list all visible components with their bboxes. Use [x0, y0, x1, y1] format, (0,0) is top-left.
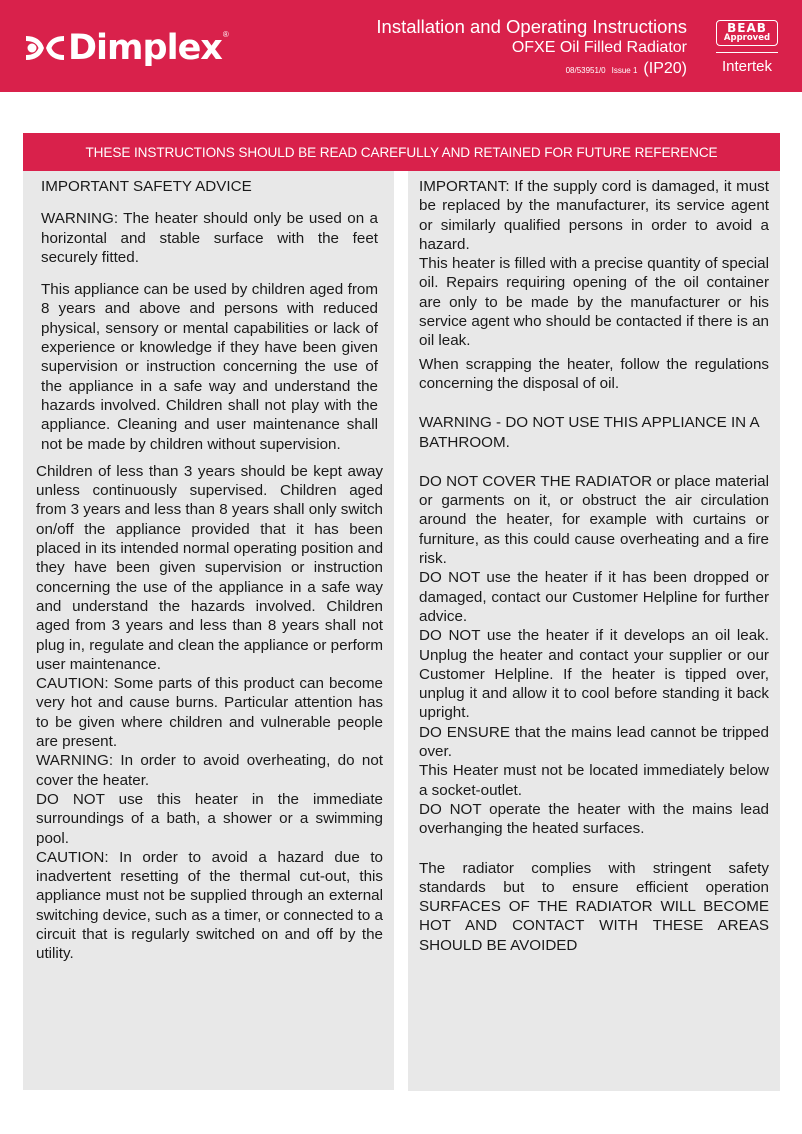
retain-instructions-banner: THESE INSTRUCTIONS SHOULD BE READ CAREFULLY AND RETAINED FOR FUTURE REFERENCE [23, 133, 780, 171]
issue-number: Issue 1 [611, 66, 638, 75]
mains-lead-trip-notice: DO ENSURE that the mains lead cannot be tripped over. [419, 723, 769, 761]
warning-do-not-cover: WARNING: In order to avoid overheating, do not cover the heater. [36, 752, 383, 789]
brand-name: Dimplex [68, 27, 222, 68]
oil-disposal-notice: When scrapping the heater, follow the regulations concerning the disposal of oil. [419, 355, 769, 392]
document-title: Installation and Operating Instructions [376, 16, 687, 37]
oil-filled-notice: This heater is filled with a precise quantity of special oil. Repairs requiring opening of the oil container are only to be made by the manufacturer or his service agent who should be contacted if there is an oil leak. [419, 255, 769, 350]
doc-code: 08/53951/0 [565, 66, 606, 75]
approved-label: Approved [723, 33, 771, 43]
supply-cord-notice: IMPORTANT: If the supply cord is damaged, it must be replaced by the manufacturer, its service agent or similarly qualified persons in order to avoid a hazard. [419, 178, 769, 253]
beab-approved-badge [716, 20, 778, 46]
cert-divider [716, 52, 778, 53]
do-not-cover-warning: DO NOT COVER THE RADIATOR or place material or garments on it, or obstruct the air circulation around the heater, for example with curtains or furniture, as this could cause overheating and a fire risk. [419, 472, 769, 568]
bathroom-warning: WARNING - DO NOT USE THIS APPLIANCE IN A BATHROOM. [419, 414, 759, 451]
dimplex-logo [24, 26, 229, 70]
young-children-advice: Children of less than 3 years should be kept away unless continuously supervised. Children aged from 3 years and less than 8 years shall only switch on/off the appliance provided that it has been placed in its intended normal operating position and they have been given supervision or instruction concerning the use of the appliance in a safe way and understand the hazards involved. Children aged from 3 years and less than 8 years shall not plug in, regulate and clean the appliance or perform user maintenance. [36, 462, 384, 673]
caution-thermal-cutout: CAUTION: In order to avoid a hazard due to inadvertent resetting of the thermal cut-out, this appliance must not be supplied through an external switching device, such as a timer, or connected to a circuit that is regularly switched on and off by the utility. [36, 848, 383, 963]
page-header [0, 0, 802, 92]
left-column [23, 171, 394, 1090]
document-reference [376, 58, 687, 82]
beab-label: BEAB [727, 21, 767, 35]
certification-logos [716, 20, 778, 75]
intertek-logo: Intertek [721, 57, 773, 75]
bath-shower-warning: DO NOT use this heater in the immediate surroundings of a bath, a shower or a swimming pool. [36, 790, 383, 847]
hot-surfaces-notice: The radiator complies with stringent safety standards but to ensure efficient operation SURFACES OF THE RADIATOR WILL BECOME HOT AND CONTACT WITH THESE AREAS SHOULD BE AVOIDED [419, 859, 769, 954]
socket-outlet-notice: This Heater must not be located immediately below a socket-outlet. [419, 762, 769, 799]
right-column [408, 171, 780, 1091]
oil-leak-warning: DO NOT use the heater if it develops an oil leak. Unplug the heater and contact your supplier or our Customer Helpline. If the heater is tipped over, unplug it and allow it to cool before standing it back upright. [419, 627, 769, 722]
caution-hot-surfaces: CAUTION: Some parts of this product can become very hot and cause burns. Particular attention has to be given where children and vulnerable people are present. [36, 675, 383, 751]
dimplex-logo-mark-icon [24, 32, 66, 64]
section-heading: IMPORTANT SAFETY ADVICE [41, 178, 252, 195]
warning-horizontal-surface: WARNING: The heater should only be used on a horizontal and stable surface with the feet securely fitted. [41, 210, 378, 266]
product-name: OFXE Oil Filled Radiator [511, 39, 687, 56]
children-usage-advice: This appliance can be used by children aged from 8 years and above and persons with reduced physical, sensory or mental capabilities or lack of experience or knowledge if they have been given supervision or instruction concerning the use of the appliance in a safe way and understand the hazards involved. Children shall not play with the appliance. Cleaning and user maintenance shall not be made by children without supervision. [41, 281, 378, 453]
ip-rating: (IP20) [643, 60, 687, 77]
document-titles [376, 16, 687, 82]
dropped-damaged-warning: DO NOT use the heater if it has been dropped or damaged, contact our Customer Helpline for further advice. [419, 569, 769, 625]
mains-lead-overhang-notice: DO NOT operate the heater with the mains lead overhanging the heated surfaces. [419, 800, 769, 838]
registered-mark: ® [222, 30, 229, 39]
